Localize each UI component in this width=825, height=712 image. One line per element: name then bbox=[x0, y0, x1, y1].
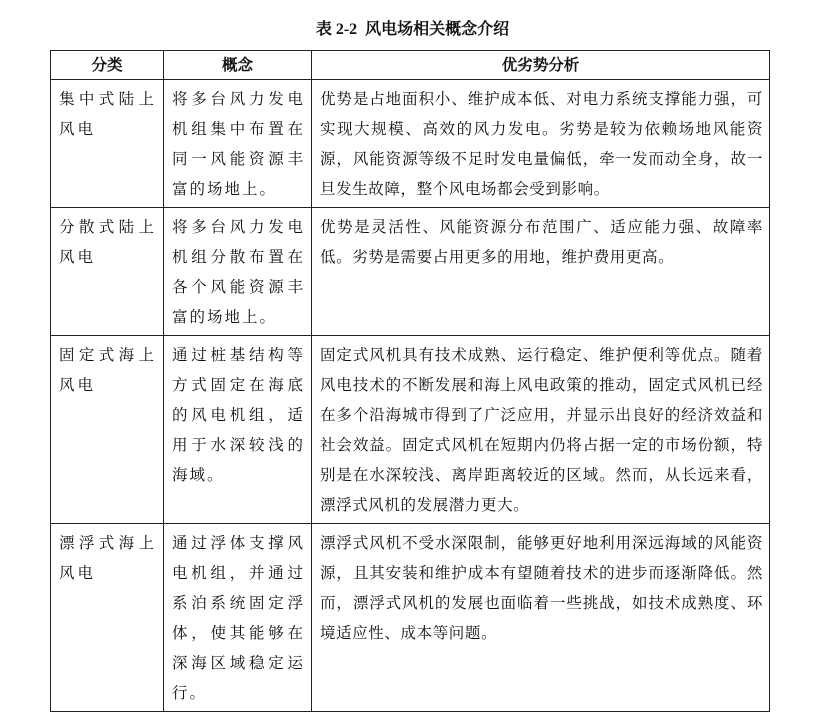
header-category: 分类 bbox=[51, 51, 164, 80]
header-analysis: 优劣势分析 bbox=[312, 51, 770, 80]
table-caption bbox=[0, 18, 825, 41]
row-concept: 通过桩基结构等方式固定在海底的风电机组，适用于水深较浅的海域。 bbox=[164, 336, 312, 524]
row-category: 固定式海上风电 bbox=[51, 336, 164, 524]
table-row bbox=[51, 208, 770, 336]
table-header-row bbox=[51, 51, 770, 80]
row-concept: 通过浮体支撑风电机组，并通过系泊系统固定浮体，使其能够在深海区域稳定运行。 bbox=[164, 524, 312, 712]
row-analysis: 固定式风机具有技术成熟、运行稳定、维护便利等优点。随着风电技术的不断发展和海上风电政策的推动，固定式风机已经在多个沿海城市得到了广泛应用，并显示出良好的经济效益和社会效益。固定式风机在短期内仍将占据一定的市场份额，特别是在水深较浅、离岸距离较近的区域。然而，从长远来看，漂浮式风机的发展潜力更大。 bbox=[312, 336, 770, 524]
table-number: 表 2-2 bbox=[315, 21, 358, 38]
row-analysis: 优势是灵活性、风能资源分布范围广、适应能力强、故障率低。劣势是需要占用更多的用地，维护费用更高。 bbox=[312, 208, 770, 336]
row-analysis: 优势是占地面积小、维护成本低、对电力系统支撑能力强，可实现大规模、高效的风力发电。劣势是较为依赖场地风能资源，风能资源等级不足时发电量偏低，牵一发而动全身，故一旦发生故障，整个风电场都会受到影响。 bbox=[312, 80, 770, 208]
row-concept: 将多台风力发电机组分散布置在各个风能资源丰富的场地上。 bbox=[164, 208, 312, 336]
row-concept: 将多台风力发电机组集中布置在同一风能资源丰富的场地上。 bbox=[164, 80, 312, 208]
header-concept: 概念 bbox=[164, 51, 312, 80]
table-title: 风电场相关概念介绍 bbox=[365, 19, 510, 38]
table-row bbox=[51, 524, 770, 712]
row-category: 分散式陆上风电 bbox=[51, 208, 164, 336]
row-analysis: 漂浮式风机不受水深限制，能够更好地利用深远海域的风能资源，且其安装和维护成本有望随着技术的进步而逐渐降低。然而，漂浮式风机的发展也面临着一些挑战，如技术成熟度、环境适应性、成本等问题。 bbox=[312, 524, 770, 712]
row-category: 漂浮式海上风电 bbox=[51, 524, 164, 712]
table-row bbox=[51, 336, 770, 524]
table-row bbox=[51, 80, 770, 208]
wind-farm-concepts-table bbox=[50, 50, 770, 712]
row-category: 集中式陆上风电 bbox=[51, 80, 164, 208]
